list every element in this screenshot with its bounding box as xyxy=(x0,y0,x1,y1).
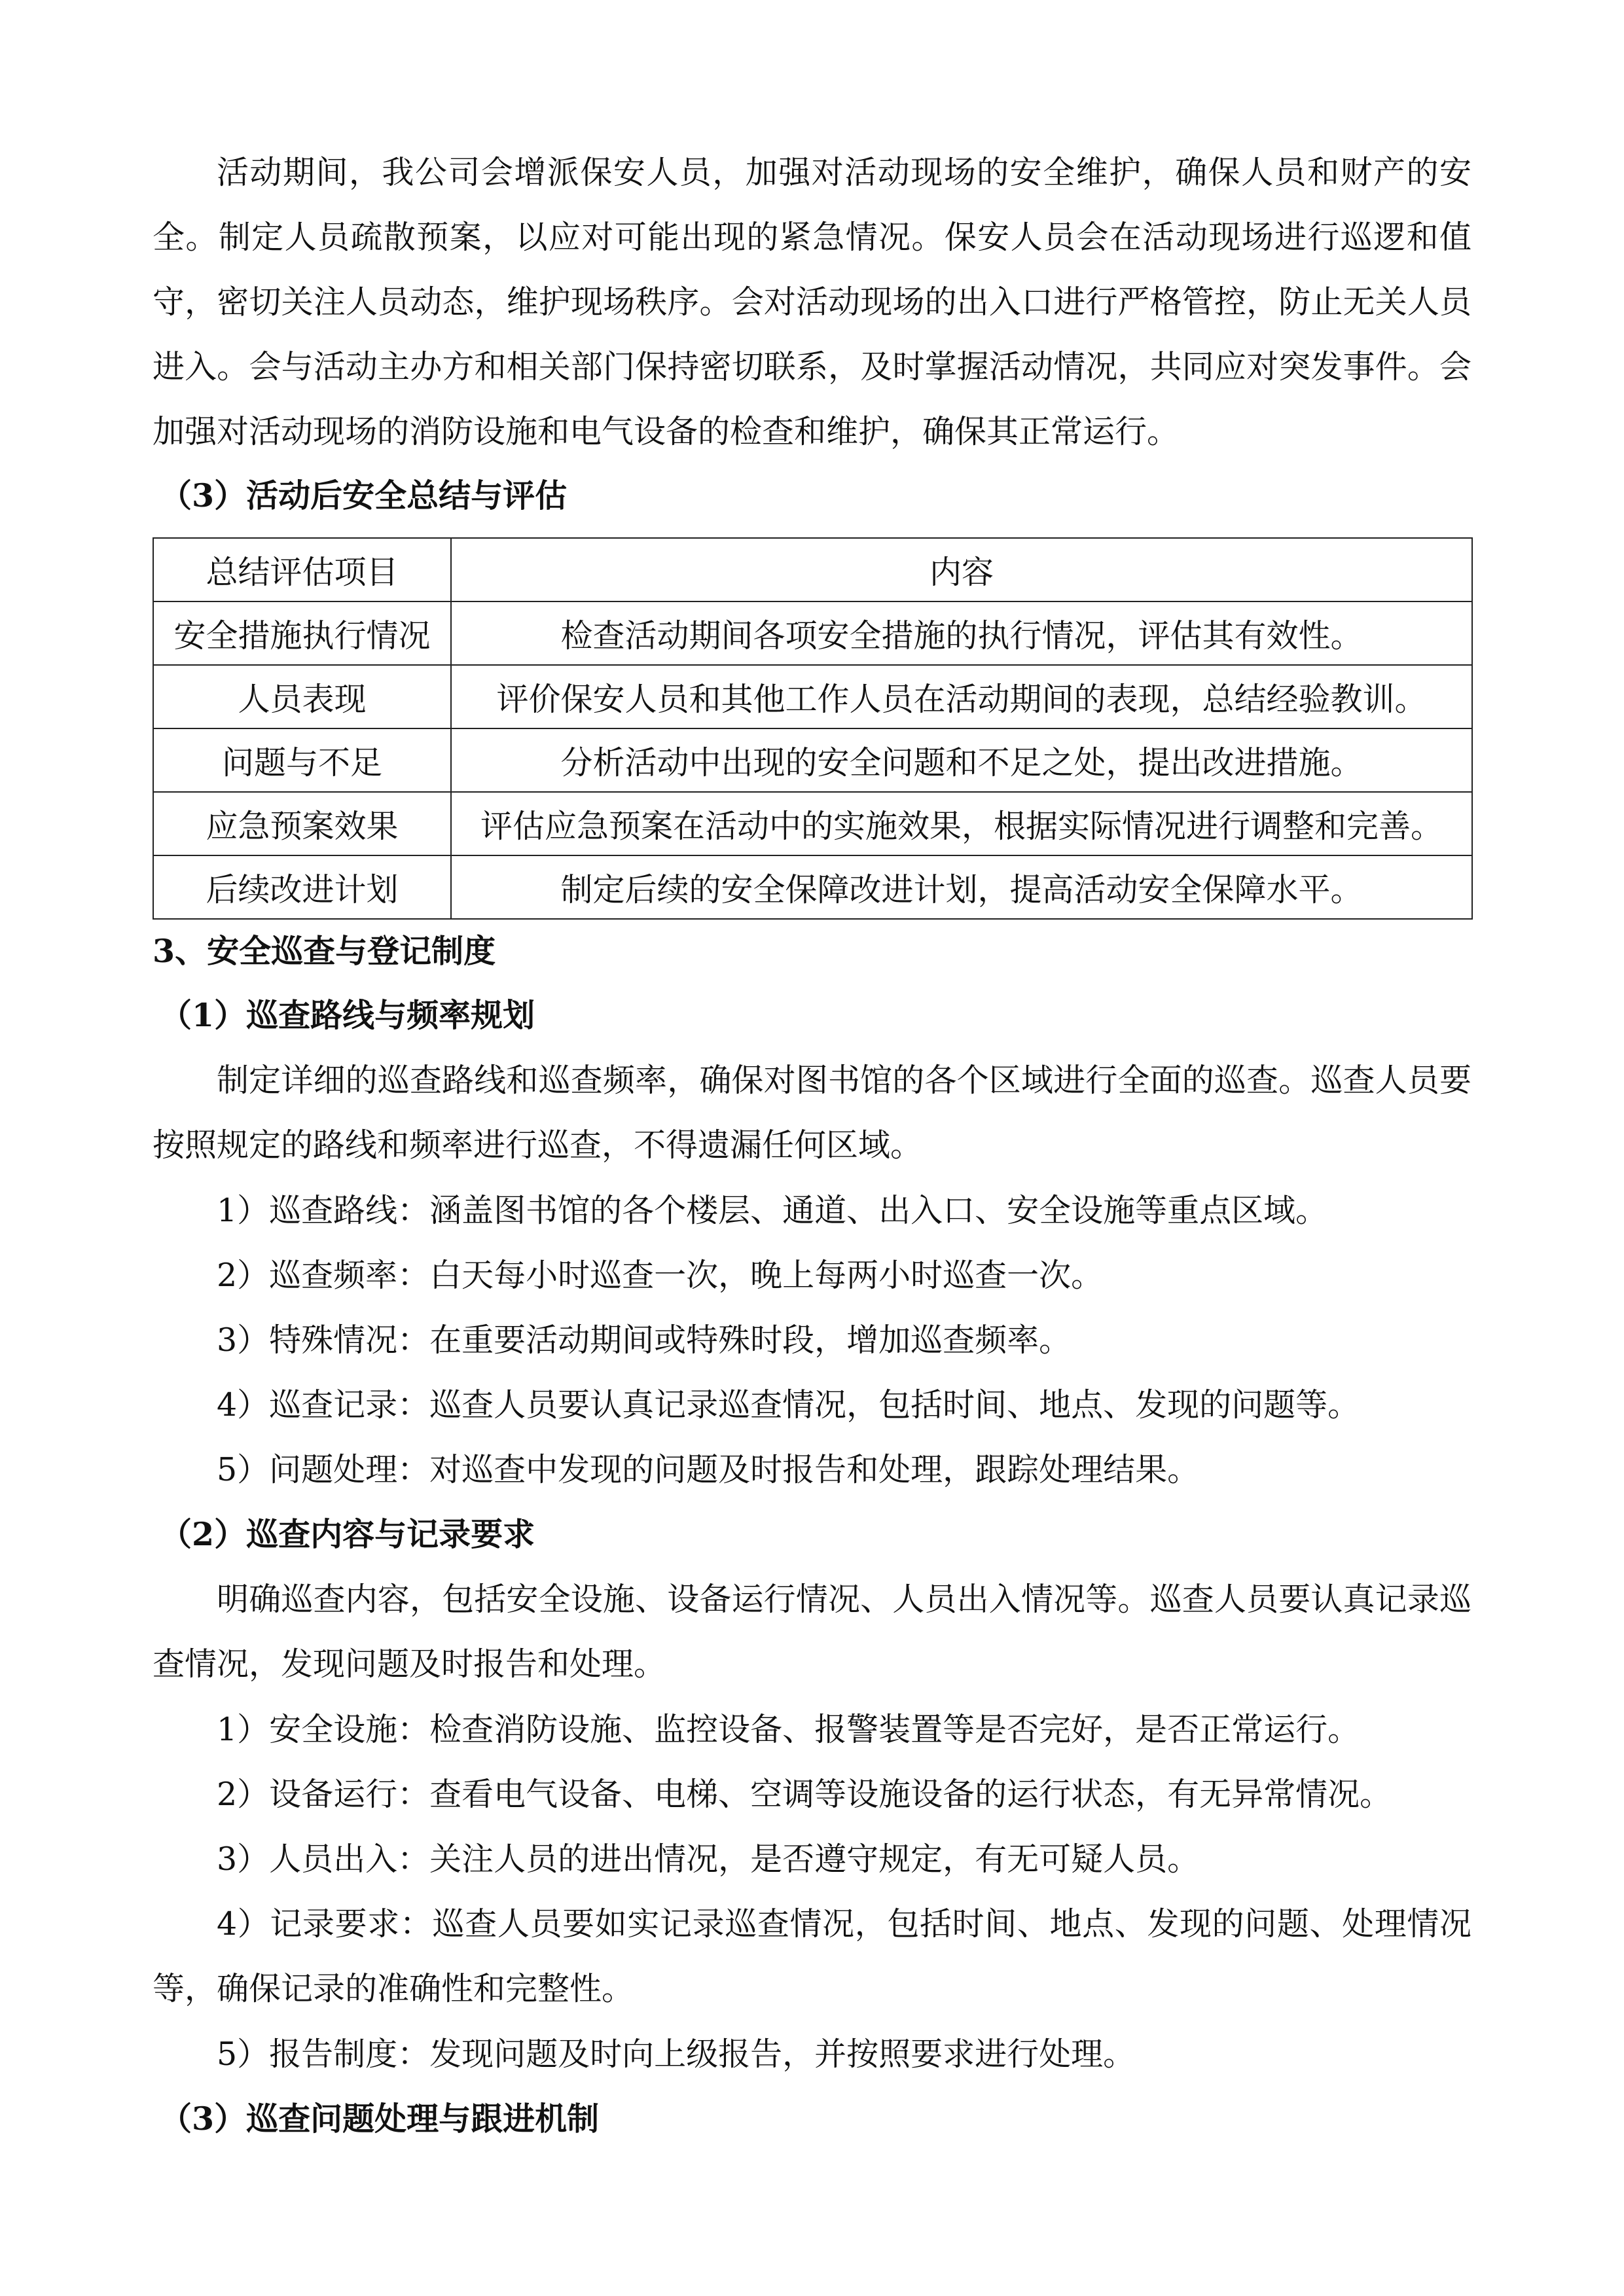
intro-paragraph: 活动期间，我公司会增派保安人员，加强对活动现场的安全维护，确保人员和财产的安全。制定人员疏散预案，以应对可能出现的紧急情况。保安人员会在活动现场进行巡逻和值守，密切关注人员动态，维护现场秩序。会对活动现场的出入口进行严格管控，防止无关人员进入。会与活动主办方和相关部门保持密切联系，及时掌握活动情况，共同应对突发事件。会加强对活动现场的消防设施和电气设备的检查和维护，确保其正常运行。 xyxy=(153,154,1471,450)
after-event-heading: （3）活动后安全总结与评估 xyxy=(160,476,568,514)
list-item: 2）设备运行：查看电气设备、电梯、空调等设施设备的运行状态，有无异常情况。 xyxy=(217,1776,1392,1813)
list-item: 1）安全设施：检查消防设施、监控设备、报警装置等是否完好，是否正常运行。 xyxy=(217,1711,1360,1748)
list-item: 5）报告制度：发现问题及时向上级报告，并按照要求进行处理。 xyxy=(217,2036,1136,2073)
table-cell-content: 制定后续的安全保障改进计划，提高活动安全保障水平。 xyxy=(451,855,1472,919)
table-cell-item: 应急预案效果 xyxy=(153,792,451,855)
list-item: 3）特殊情况：在重要活动期间或特殊时段，增加巡查频率。 xyxy=(217,1321,1072,1359)
table-row xyxy=(153,855,1472,919)
list-item: 3）人员出入：关注人员的进出情况，是否遵守规定，有无可疑人员。 xyxy=(217,1840,1200,1878)
table-header-cell: 内容 xyxy=(451,538,1472,601)
table-row xyxy=(153,601,1472,665)
summary-table xyxy=(153,537,1473,920)
table-header-row xyxy=(153,538,1472,601)
patrol-content-paragraph: 明确巡查内容，包括安全设施、设备运行情况、人员出入情况等。巡查人员要认真记录巡查情况，发现问题及时报告和处理。 xyxy=(153,1581,1471,1683)
patrol-route-heading: （1）巡查路线与频率规划 xyxy=(160,996,535,1034)
table-cell-item: 安全措施执行情况 xyxy=(153,601,451,665)
section3-heading: 3、安全巡查与登记制度 xyxy=(153,932,496,970)
table-cell-content: 评估应急预案在活动中的实施效果，根据实际情况进行调整和完善。 xyxy=(451,792,1472,855)
table-cell-item: 后续改进计划 xyxy=(153,855,451,919)
table-cell-content: 分析活动中出现的安全问题和不足之处，提出改进措施。 xyxy=(451,728,1472,792)
list-item: 2）巡查频率：白天每小时巡查一次，晚上每两小时巡查一次。 xyxy=(217,1257,1104,1294)
table-cell-item: 人员表现 xyxy=(153,665,451,728)
list-item: 1）巡查路线：涵盖图书馆的各个楼层、通道、出入口、安全设施等重点区域。 xyxy=(217,1192,1328,1229)
table-row xyxy=(153,792,1472,855)
patrol-issue-heading: （3）巡查问题处理与跟进机制 xyxy=(160,2100,600,2138)
patrol-route-paragraph: 制定详细的巡查路线和巡查频率，确保对图书馆的各个区域进行全面的巡查。巡查人员要按照规定的路线和频率进行巡查，不得遗漏任何区域。 xyxy=(153,1062,1471,1164)
table-cell-item: 问题与不足 xyxy=(153,728,451,792)
list-item: 4）记录要求：巡查人员要如实记录巡查情况，包括时间、地点、发现的问题、处理情况等，确保记录的准确性和完整性。 xyxy=(153,1905,1471,2007)
list-item: 5）问题处理：对巡查中发现的问题及时报告和处理，跟踪处理结果。 xyxy=(217,1451,1200,1488)
table-cell-content: 评价保安人员和其他工作人员在活动期间的表现，总结经验教训。 xyxy=(451,665,1472,728)
table-row xyxy=(153,728,1472,792)
table-row xyxy=(153,665,1472,728)
table-header-cell: 总结评估项目 xyxy=(153,538,451,601)
list-item: 4）巡查记录：巡查人员要认真记录巡查情况，包括时间、地点、发现的问题等。 xyxy=(217,1386,1360,1424)
patrol-content-heading: （2）巡查内容与记录要求 xyxy=(160,1515,535,1553)
table-cell-content: 检查活动期间各项安全措施的执行情况，评估其有效性。 xyxy=(451,601,1472,665)
